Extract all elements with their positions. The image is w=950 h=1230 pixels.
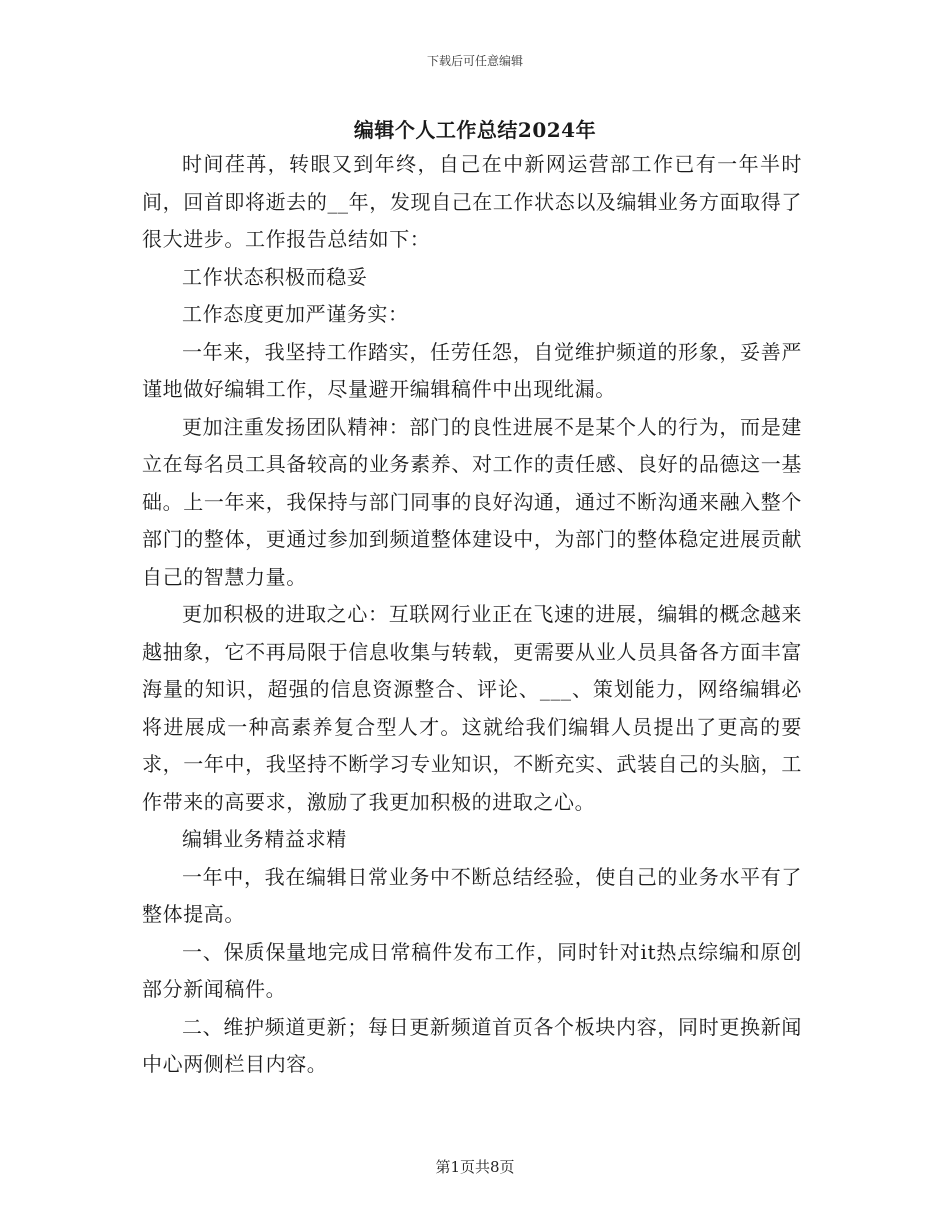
document-title: 编辑个人工作总结2024年: [353, 118, 597, 142]
document-body: [142, 146, 802, 1084]
paragraph: 更加注重发扬团队精神：部门的良性进展不是某个人的行为，而是建立在每名员工具备较高的业务素养、对工作的责任感、良好的品德这一基础。上一年来，我保持与部门同事的良好沟通，通过不断沟通来融入整个部门的整体，更通过参加到频道整体建设中，为部门的整体稳定进展贡献自己的智慧力量。: [142, 414, 802, 589]
paragraph: 一年中，我在编辑日常业务中不断总结经验，使自己的业务水平有了整体提高。: [142, 864, 802, 926]
page-footer: 第1页共8页: [435, 1158, 515, 1176]
paragraph: 一年来，我坚持工作踏实，任劳任怨，自觉维护频道的形象，妥善严谨地做好编辑工作，尽量避开编辑稿件中出现纰漏。: [142, 339, 802, 401]
page-header: 下载后可任意编辑: [426, 54, 523, 68]
paragraph: 工作态度更加严谨务实：: [182, 302, 409, 326]
paragraph: 二、维护频道更新；每日更新频道首页各个板块内容，同时更换新闻中心两侧栏目内容。: [142, 1014, 802, 1076]
paragraph: 一、保质保量地完成日常稿件发布工作，同时针对it热点综编和原创部分新闻稿件。: [142, 939, 802, 1001]
paragraph: 更加积极的进取之心：互联网行业正在飞速的进展，编辑的概念越来越抽象，它不再局限于信息收集与转载，更需要从业人员具备各方面丰富海量的知识，超强的信息资源整合、评论、___、策划能力，网络编辑必将进展成一种高素养复合型人才。这就给我们编辑人员提出了更高的要求，一年中，我坚持不断学习专业知识，不断充实、武装自己的头脑，工作带来的高要求，激励了我更加积极的进取之心。: [142, 602, 802, 814]
paragraph: 时间荏苒，转眼又到年终，自己在中新网运营部工作已有一年半时间，回首即将逝去的__年，发现自己在工作状态以及编辑业务方面取得了很大进步。工作报告总结如下：: [142, 152, 802, 251]
section-heading: 工作状态积极而稳妥: [182, 264, 368, 289]
section-heading: 编辑业务精益求精: [182, 827, 347, 851]
